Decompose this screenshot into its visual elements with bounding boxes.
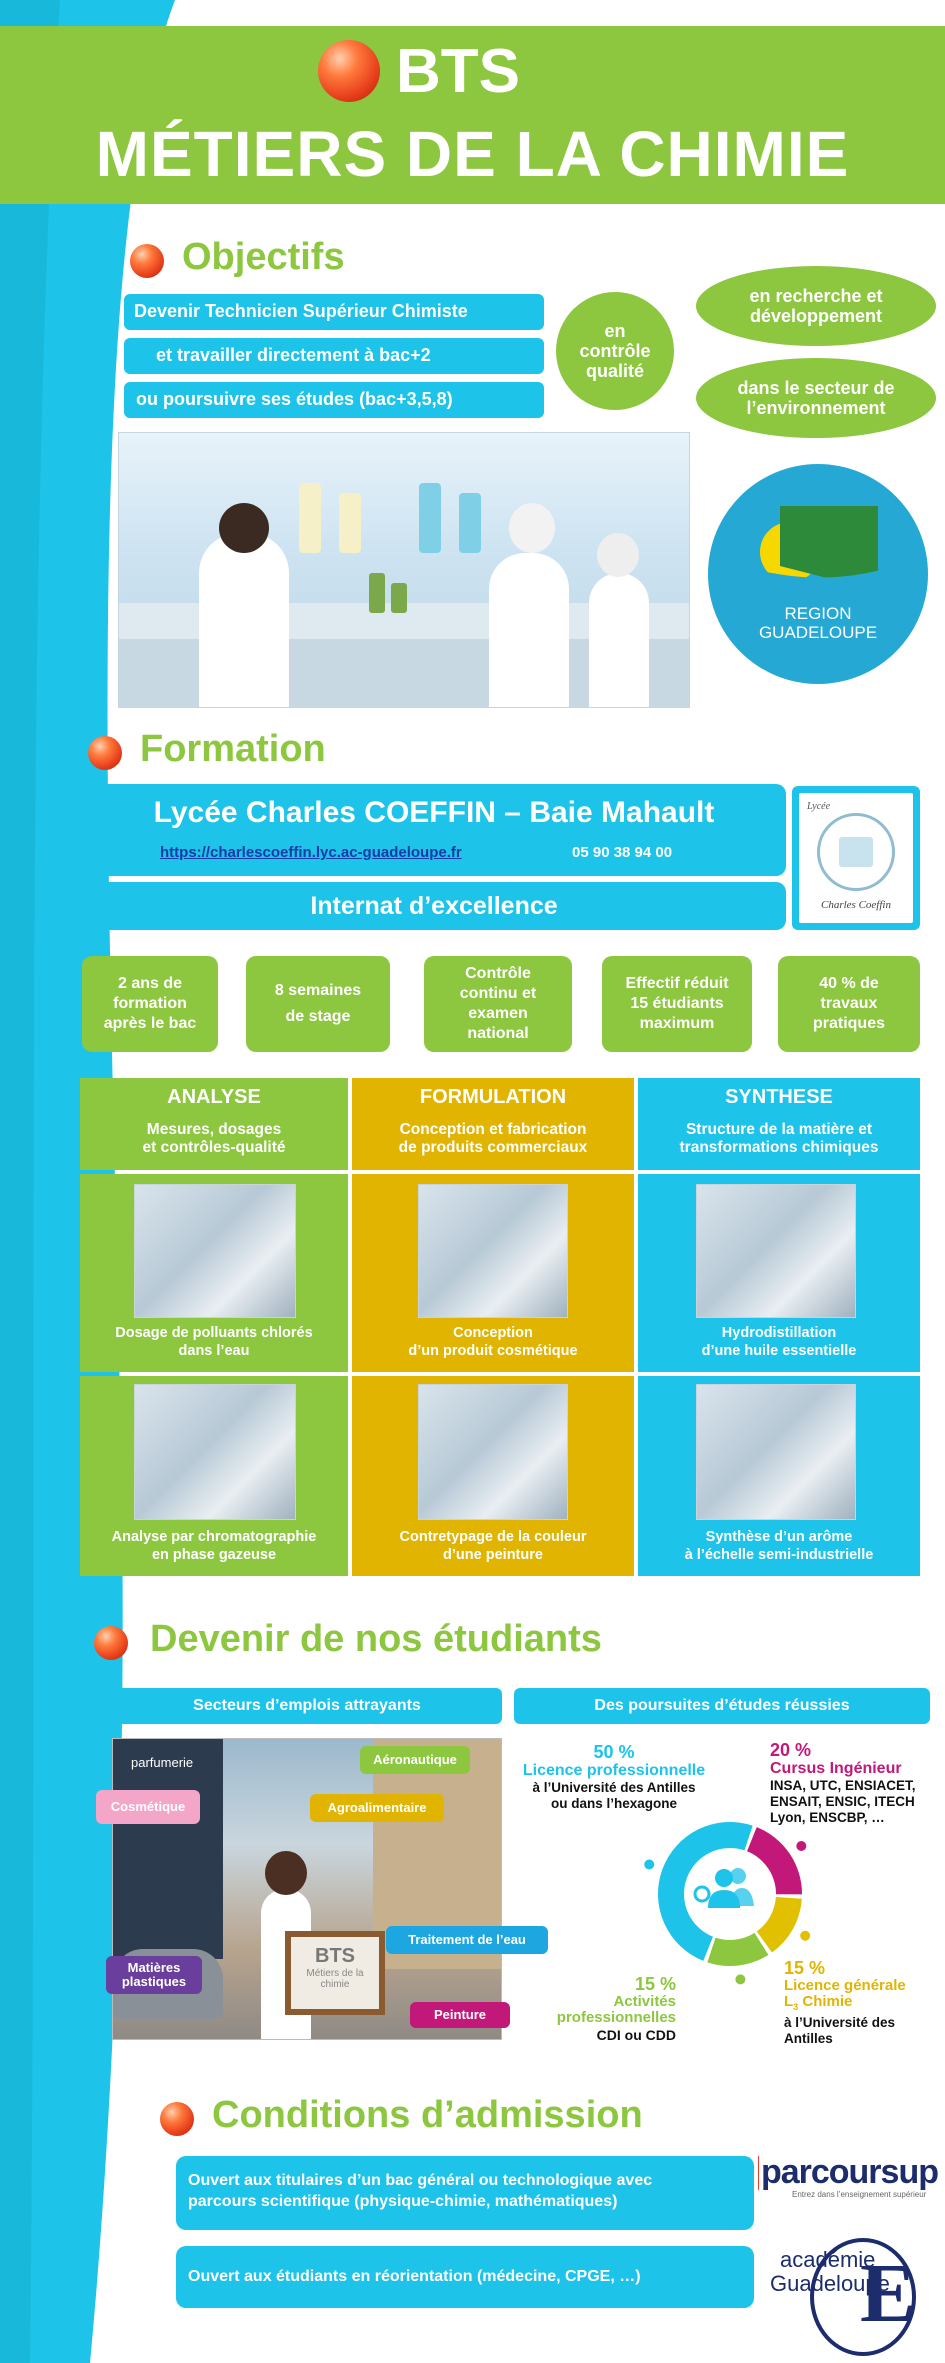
subtitle-line: de produits commerciaux [398,1139,588,1156]
outcome-activites-pro [520,1974,676,2044]
caption-line: en phase gazeuse [151,1547,277,1563]
donut-marker [644,1860,654,1870]
lab-illustration [118,432,690,708]
sector-tag-peinture: Peinture [410,2002,510,2028]
objectifs-title: Objectifs [182,236,345,278]
school-url-link[interactable]: https://charlescoeffin.lyc.ac-guadeloupe.fr [160,844,462,861]
synthese-subtitle [638,1121,920,1157]
analyse-cell-2 [80,1376,348,1576]
academie-text [770,2248,890,2296]
caption-line: à l’échelle semi-industrielle [684,1547,874,1563]
outcome-detail: à l’Université des Antilles [532,1780,696,1795]
header-banner [0,26,945,204]
caption-line: d’une peinture [443,1547,543,1563]
caption [352,1324,634,1360]
caption [638,1528,920,1564]
outcome-detail: ou dans l’hexagone [550,1796,678,1811]
bts-frame [285,1931,385,2015]
analyse-title: ANALYSE [167,1086,261,1108]
orange-bullet-icon [318,40,380,102]
street-illustration [112,1738,502,2040]
bts-frame-title: BTS [315,1945,355,1967]
caption-line: dans l’eau [178,1343,250,1359]
caption [352,1528,634,1564]
photo-cosmetique [418,1184,568,1318]
outcome-detail: CDI ou CDD [596,2027,676,2043]
caption-line: Hydrodistillation [721,1325,837,1341]
sector-tag-cosmetique: Cosmétique [96,1790,200,1824]
admission-condition-reorientation [176,2246,754,2308]
outcome-title-l3 [784,1994,934,2015]
donut-pointer-dot [695,1887,709,1901]
caption [80,1528,348,1564]
fact-travaux-pratiques: 40 % de travaux pratiques [778,956,920,1052]
synthese-header [638,1078,920,1170]
sector-tag-matieres-plastiques: Matières plastiques [106,1956,202,1994]
devenir-title: Devenir de nos étudiants [150,1618,602,1660]
sector-tag-aeronautique: Aéronautique [360,1746,470,1774]
parcoursup-mark-icon [758,2156,759,2190]
outcome-title: Activités [613,1993,676,2010]
admission-condition-bac [176,2156,754,2230]
formulation-cell-2 [352,1376,634,1576]
outcome-pct: 50 % [593,1742,635,1762]
sector-tag-agroalimentaire: Agroalimentaire [310,1794,444,1822]
region-logo-line: REGION [784,604,852,623]
fact-effectif: Effectif réduit 15 étudiants maximum [602,956,752,1052]
objectif-item: et travailler directement à bac+2 [124,338,544,374]
outcome-title-part: Chimie [798,1993,853,2010]
school-logo-frame [792,786,920,930]
school-logo-text: Lycée [807,801,831,812]
caption [638,1324,920,1360]
outcome-detail: Lyon, ENSCBP, … [770,1810,885,1825]
parcoursup-logo [758,2154,938,2214]
academie-line: Guadeloupe [770,2271,890,2296]
subtitle-line: Conception et fabrication [399,1121,587,1138]
caption-line: Conception [453,1325,533,1341]
subtitle-line: transformations chimiques [679,1139,879,1156]
analyse-cell-1 [80,1174,348,1372]
region-guadeloupe-logo [700,456,936,692]
admission-title: Conditions d’admission [212,2094,643,2136]
school-banner [82,784,786,876]
objectif-controle-qualite-circle: en contrôle qualité [556,292,674,410]
caption-line: Synthèse d’un arôme [705,1529,853,1545]
admission-line: Ouvert aux étudiants en réorientation (médecine, CPGE, …) [188,2268,641,2285]
donut-segment [757,1897,802,1952]
formulation-cell-1 [352,1174,634,1372]
outcome-title: professionnelles [556,2009,676,2026]
objectif-environnement-oval: dans le secteur de l’environnement [696,358,936,438]
donut-segment [707,1933,768,1966]
subtitle-line: Structure de la matière et [685,1121,873,1138]
outcome-detail: INSA, UTC, ENSIACET, [770,1778,916,1793]
outcome-detail: à l’Université des [784,2015,896,2030]
school-name: Lycée Charles COEFFIN – Baie Mahault [153,796,715,829]
objectif-item: ou poursuivre ses études (bac+3,5,8) [124,382,544,418]
poursuites-header: Des poursuites d’études réussies [514,1688,930,1724]
objectifs-bullet-icon [130,244,164,278]
formation-bullet-icon [88,736,122,770]
caption-line: Contretypage de la couleur [399,1529,587,1545]
objectif-item: Devenir Technicien Supérieur Chimiste [124,294,544,330]
photo-hydrodistillation [696,1184,856,1318]
secteurs-header: Secteurs d’emplois attrayants [112,1688,502,1724]
analyse-header [80,1078,348,1170]
devenir-bullet-icon [94,1626,128,1660]
academie-e-icon: E [860,2247,917,2340]
region-logo-line: GUADELOUPE [758,623,878,642]
outcome-title: Licence générale [784,1977,906,1994]
formulation-subtitle [352,1121,634,1157]
academie-guadeloupe-logo [770,2228,940,2358]
synthese-title: SYNTHESE [725,1086,833,1108]
donut-segment [747,1827,802,1894]
admission-line: parcours scientifique (physique-chimie, mathématiques) [188,2193,618,2210]
header-title-bts: BTS [396,37,520,106]
sector-tag-traitement-eau: Traitement de l’eau [386,1926,548,1954]
school-logo [799,793,913,923]
analyse-subtitle [80,1121,348,1157]
outcome-detail: Antilles [784,2031,833,2046]
donut-marker [796,1841,806,1851]
outcome-pct: 15 % [784,1958,826,1978]
formation-title: Formation [140,728,326,770]
region-guadeloupe-emblem [700,456,936,692]
outcome-title: Licence professionnelle [522,1762,706,1779]
admission-bullet-icon [160,2102,194,2136]
donut-marker [800,1931,810,1941]
outcome-licence-pro [514,1742,714,1812]
caption-line: Analyse par chromatographie [111,1529,317,1545]
academie-line: académie [780,2247,876,2272]
caption-line: Dosage de polluants chlorés [115,1325,313,1341]
caption [80,1324,348,1360]
students-icon [708,1868,754,1908]
fact-duree: 2 ans de formation après le bac [82,956,218,1052]
outcome-title: Cursus Ingénieur [770,1760,902,1777]
bts-frame-subtitle: Métiers de la chimie [306,1968,364,1990]
photo-peinture [418,1384,568,1520]
admission-line: Ouvert aux titulaires d’un bac général ou technologique avec [188,2172,653,2189]
outcome-title-sub: 3 [793,2002,799,2012]
synthese-cell-2 [638,1376,920,1576]
formulation-header [352,1078,634,1170]
school-logo-signature: Charles Coeffin [821,899,891,911]
outcome-licence-generale [784,1958,934,2047]
header-title-metiers: MÉTIERS DE LA CHIMIE [95,118,850,190]
street-sign-parfumerie: parfumerie [131,1755,194,1770]
subtitle-line: Mesures, dosages [146,1121,282,1138]
parcoursup-wordmark: parcoursup [760,2153,938,2191]
school-phone: 05 90 38 94 00 [572,844,673,861]
donut-marker [735,1974,745,1984]
fact-stage: 8 semaines de stage [246,956,390,1052]
objectif-recherche-oval: en recherche et développement [696,266,936,346]
outcome-ingenieur [770,1740,940,1826]
region-logo-text [700,604,936,642]
outcome-title-part: L [784,1993,794,2010]
school-logo-figure [839,837,873,867]
internat-banner: Internat d’excellence [82,882,786,930]
photo-chromatographie [134,1384,296,1520]
outcome-pct: 15 % [634,1974,676,1994]
caption-line: d’une huile essentielle [701,1343,857,1359]
synthese-cell-1 [638,1174,920,1372]
outcome-pct: 20 % [770,1740,812,1760]
parcoursup-tagline: Entrez dans l’enseignement supérieur [792,2190,927,2199]
photo-arome [696,1384,856,1520]
outcome-detail: ENSAIT, ENSIC, ITECH [770,1794,915,1809]
subtitle-line: et contrôles-qualité [142,1139,286,1156]
shop-facade [113,1739,223,1959]
photo-dosage [134,1184,296,1318]
fact-controle: Contrôle continu et examen national [424,956,572,1052]
formulation-title: FORMULATION [419,1086,567,1108]
caption-line: d’un produit cosmétique [408,1343,578,1359]
